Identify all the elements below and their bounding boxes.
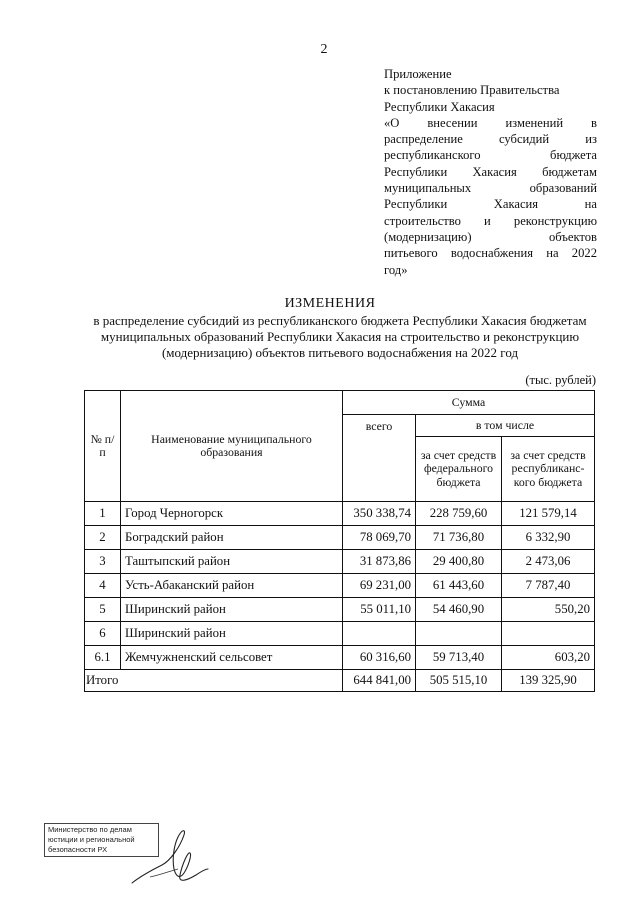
- row-federal: 61 443,60: [416, 574, 502, 598]
- row-federal: 54 460,90: [416, 598, 502, 622]
- totals-total: 644 841,00: [343, 670, 416, 692]
- appendix-line: год»: [384, 262, 408, 277]
- table-row: [85, 526, 595, 550]
- header-federal: за счет средств федерального бюджета: [416, 437, 502, 502]
- row-federal: 29 400,80: [416, 550, 502, 574]
- row-republic: 603,20: [502, 646, 595, 670]
- row-republic: 2 473,06: [502, 550, 595, 574]
- row-num: 2: [85, 526, 121, 550]
- row-federal: 228 759,60: [416, 502, 502, 526]
- row-total: 78 069,70: [343, 526, 416, 550]
- totals-federal: 505 515,10: [416, 670, 502, 692]
- row-federal: 59 713,40: [416, 646, 502, 670]
- appendix-line: муниципальных образований: [384, 181, 597, 196]
- header-total: всего: [343, 415, 416, 502]
- row-name: Город Черногорск: [121, 502, 343, 526]
- row-num: 4: [85, 574, 121, 598]
- row-num: 6: [85, 622, 121, 646]
- row-republic: 550,20: [502, 598, 595, 622]
- row-name: Таштыпский район: [121, 550, 343, 574]
- header-republic: за счет средств республиканс-кого бюджета: [502, 437, 595, 502]
- table-row: [85, 502, 595, 526]
- totals-row: [85, 670, 595, 692]
- appendix-line: «О внесении изменений в: [384, 115, 597, 130]
- units-label: (тыс. рублей): [525, 373, 596, 387]
- row-num: 3: [85, 550, 121, 574]
- row-total: 31 873,86: [343, 550, 416, 574]
- row-name: Ширинский район: [121, 598, 343, 622]
- signature: [130, 825, 210, 889]
- row-name: Боградский район: [121, 526, 343, 550]
- appendix-line: Республики Хакасия на: [384, 197, 597, 212]
- row-federal: [416, 622, 502, 646]
- row-name: Жемчужненский сельсовет: [121, 646, 343, 670]
- page-number: 2: [320, 42, 328, 57]
- row-republic: 7 787,40: [502, 574, 595, 598]
- row-federal: 71 736,80: [416, 526, 502, 550]
- table-row: [85, 574, 595, 598]
- ministry-stamp: Министерство по делам юстиции и региональной безопасности РХ: [44, 823, 159, 857]
- table-row: [85, 622, 595, 646]
- row-name: Усть-Абаканский район: [121, 574, 343, 598]
- row-total: 69 231,00: [343, 574, 416, 598]
- header-sum: Сумма: [343, 391, 595, 415]
- appendix-line: Приложение: [384, 67, 452, 81]
- header-including: в том числе: [416, 415, 595, 437]
- appendix-line: строительство и реконструкцию: [384, 213, 597, 228]
- row-num: 1: [85, 502, 121, 526]
- appendix-line: питьевого водоснабжения на 2022: [384, 246, 597, 261]
- document-title: ИЗМЕНЕНИЯ: [284, 296, 376, 311]
- header-name: Наименование муниципального образования: [121, 391, 343, 502]
- row-republic: [502, 622, 595, 646]
- appendix-line: Республики Хакасия: [384, 99, 495, 114]
- totals-republic: 139 325,90: [502, 670, 595, 692]
- header-num: № п/п: [85, 391, 121, 502]
- row-name: Ширинский район: [121, 622, 343, 646]
- table-row: [85, 550, 595, 574]
- appendix-line: (модернизацию) объектов: [384, 229, 597, 244]
- appendix-block: [384, 66, 597, 278]
- subsidy-table: [84, 390, 595, 692]
- table-row: [85, 598, 595, 622]
- row-republic: 6 332,90: [502, 526, 595, 550]
- appendix-line: распределение субсидий из: [384, 132, 597, 147]
- table-row: [85, 646, 595, 670]
- row-total: 350 338,74: [343, 502, 416, 526]
- document-subtitle: в распределение субсидий из республиканского бюджета Республики Хакасия бюджетам муниципальных образований Республики Хакасия на строительство и реконструкцию (модернизацию) объектов питьевого водоснабжения на 2022 год: [93, 313, 587, 360]
- row-republic: 121 579,14: [502, 502, 595, 526]
- row-total: 60 316,60: [343, 646, 416, 670]
- row-num: 5: [85, 598, 121, 622]
- row-total: 55 011,10: [343, 598, 416, 622]
- row-total: [343, 622, 416, 646]
- appendix-line: Республики Хакасия бюджетам: [384, 164, 597, 179]
- row-num: 6.1: [85, 646, 121, 670]
- totals-label: Итого: [85, 670, 343, 692]
- appendix-line: к постановлению Правительства: [384, 83, 560, 98]
- appendix-line: республиканского бюджета: [384, 148, 597, 163]
